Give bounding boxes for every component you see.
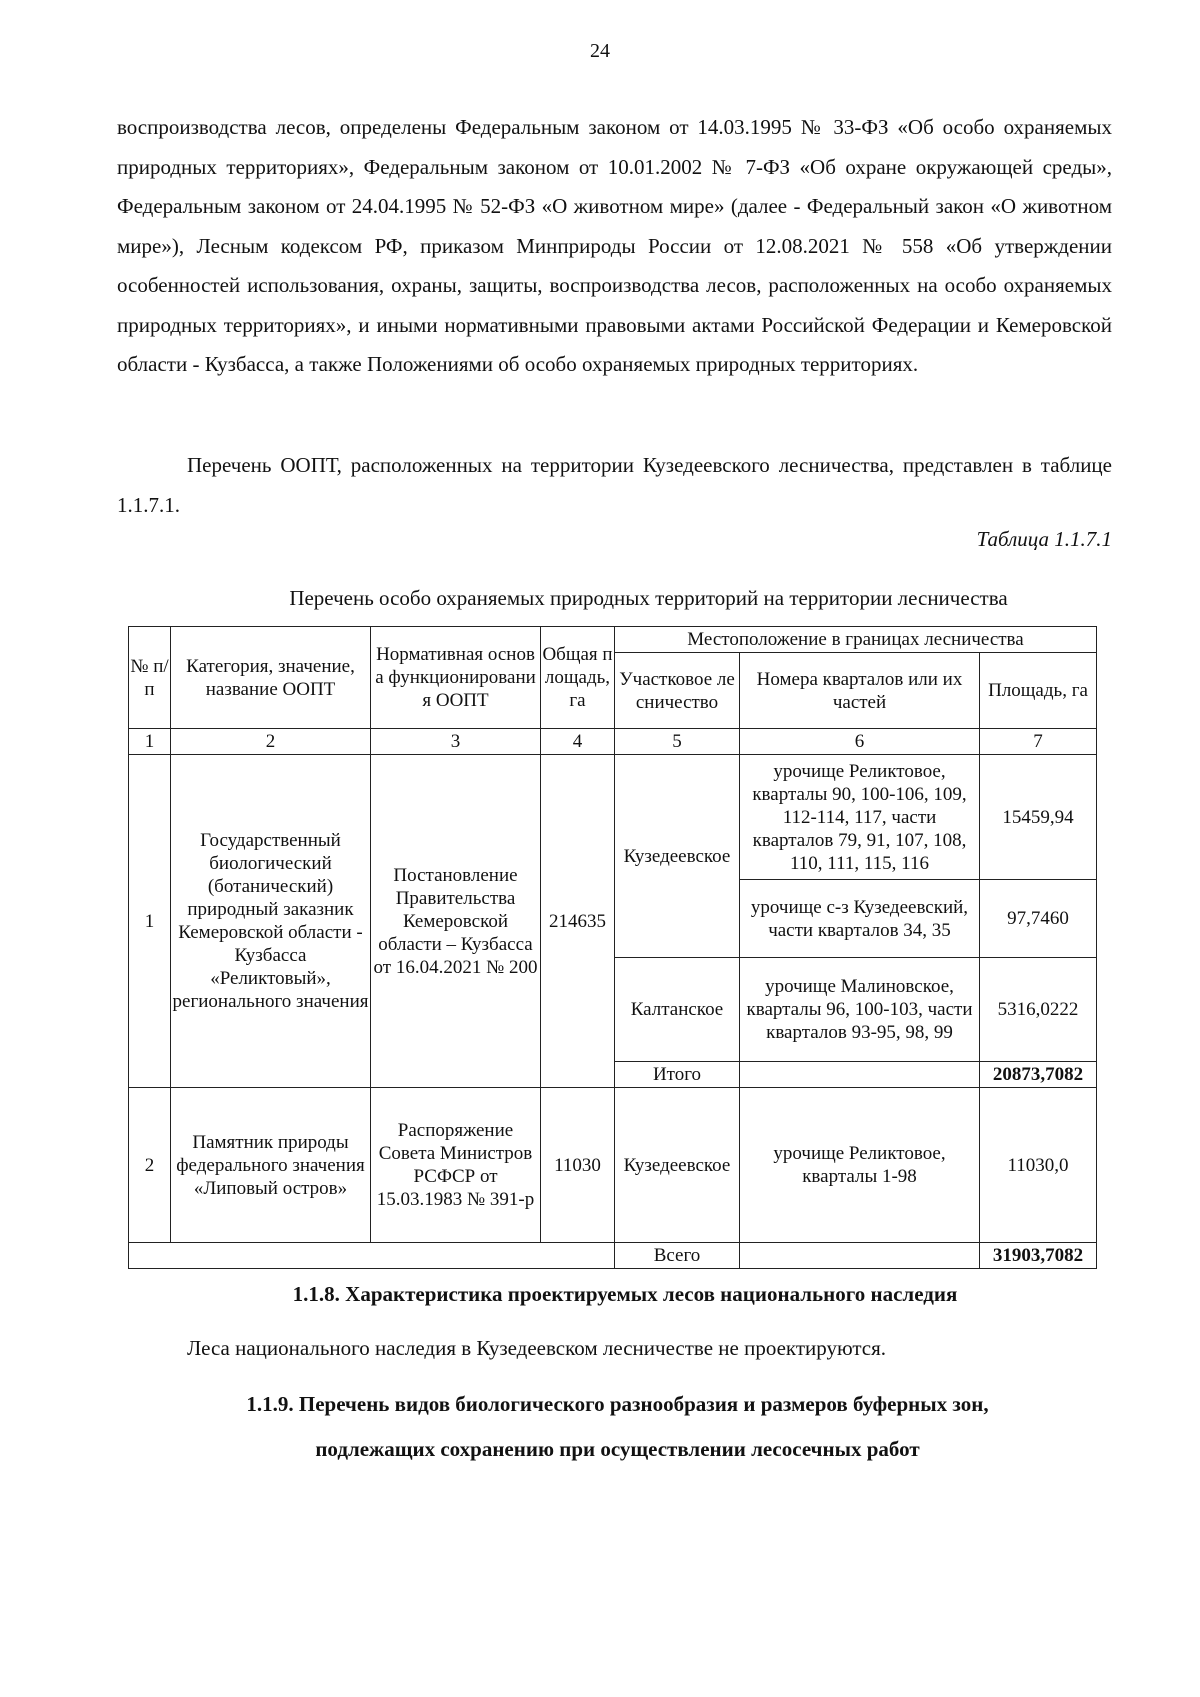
section-heading-1-1-9-continued: подлежащих сохранению при осуществлении лесосечных работ — [315, 1437, 920, 1461]
column-number-row — [129, 729, 1097, 755]
paragraph-continuation: воспроизводства лесов, определены Федеральным законом от 14.03.1995 № 33-ФЗ «Об особо охраняемых природных территориях», Федеральным законом от 10.01.2002 № 7-ФЗ «Об охране окружающей среды», Федеральным законом от 24.04.1995 № 52-ФЗ «О животном мире» (далее - Федеральный закон «О животном мире»), Лесным кодексом РФ, приказом Минприроды России от 12.08.2021 № 558 «Об утверждении особенностей использования, охраны, защиты, воспроизводства лесов, расположенных на особо охраняемых природных территориях», и иными нормативными правовыми актами Российской Федерации и Кемеровской области - Кузбасса, а также Положениями об особо охраняемых природных территориях. — [117, 115, 1112, 376]
table-row — [129, 1088, 1097, 1243]
row1-area-a1: 15459,94 — [980, 755, 1097, 880]
row2-quarters: урочище Реликтовое, кварталы 1-98 — [740, 1088, 980, 1243]
row2-total-area: 11030 — [541, 1088, 615, 1243]
row1-basis: Постановление Правительства Кемеровской области – Кузбасса от 16.04.2021 № 200 — [371, 755, 541, 1088]
row1-district-b: Калтанское — [615, 958, 740, 1062]
row1-subtotal-value: 20873,7082 — [980, 1062, 1097, 1088]
row2-area: 11030,0 — [980, 1088, 1097, 1243]
column-number: 6 — [740, 729, 980, 755]
row1-quarters-a2: урочище с-з Кузедеевский, части кварталов 34, 35 — [740, 880, 980, 958]
column-number: 3 — [371, 729, 541, 755]
column-number: 1 — [129, 729, 171, 755]
paragraph-table-intro: Перечень ООПТ, расположенных на территории Кузедеевского лесничества, представлен в таблице 1.1.7.1. — [117, 453, 1112, 517]
row1-district-a: Кузедеевское — [615, 755, 740, 958]
total-label: Всего — [615, 1243, 740, 1269]
row1-area-b: 5316,0222 — [980, 958, 1097, 1062]
row1-subtotal-label: Итого — [615, 1062, 740, 1088]
row1-area-a2: 97,7460 — [980, 880, 1097, 958]
row1-subtotal-empty — [740, 1062, 980, 1088]
row1-quarters-a1: урочище Реликтовое, кварталы 90, 100-106, 109, 112-114, 117, части кварталов 79, 91, 107, 108, 110, 111, 115, 116 — [740, 755, 980, 880]
table-label: Таблица 1.1.7.1 — [976, 527, 1112, 551]
row2-category: Памятник природы федерального значения «Липовый остров» — [171, 1088, 371, 1243]
header-district: Участковое лесничество — [615, 653, 740, 729]
header-area: Площадь, га — [980, 653, 1097, 729]
total-value: 31903,7082 — [980, 1243, 1097, 1269]
header-basis: Нормативная основа функционирования ООПТ — [371, 627, 541, 729]
table-caption: Перечень особо охраняемых природных территорий на территории лесничества — [289, 586, 1008, 610]
row1-total-area: 214635 — [541, 755, 615, 1088]
column-number: 2 — [171, 729, 371, 755]
row1-num: 1 — [129, 755, 171, 1088]
header-quarters: Номера кварталов или их частей — [740, 653, 980, 729]
section-heading-1-1-9: 1.1.9. Перечень видов биологического разнообразия и размеров буферных зон, — [246, 1392, 989, 1416]
header-location: Местоположение в границах лесничества — [615, 627, 1097, 653]
row2-basis: Распоряжение Совета Министров РСФСР от 15.03.1983 № 391-р — [371, 1088, 541, 1243]
section-heading-1-1-8: 1.1.8. Характеристика проектируемых лесов национального наследия — [292, 1282, 958, 1306]
row2-num: 2 — [129, 1088, 171, 1243]
oopt-table — [128, 626, 1097, 1269]
column-number: 4 — [541, 729, 615, 755]
header-total-area: Общая площадь, га — [541, 627, 615, 729]
total-empty-quarters — [740, 1243, 980, 1269]
page-number: 24 — [590, 40, 610, 62]
total-row — [129, 1243, 1097, 1269]
header-category: Категория, значение, название ООПТ — [171, 627, 371, 729]
table-row — [129, 755, 1097, 880]
total-empty — [129, 1243, 615, 1269]
header-num: № п/п — [129, 627, 171, 729]
column-number: 7 — [980, 729, 1097, 755]
row2-district: Кузедеевское — [615, 1088, 740, 1243]
row1-quarters-b: урочище Малиновское, кварталы 96, 100-103, части кварталов 93-95, 98, 99 — [740, 958, 980, 1062]
row1-category: Государственный биологический (ботанический) природный заказник Кемеровской области - Кузбасса «Реликтовый», регионального значения — [171, 755, 371, 1088]
paragraph-national-heritage: Леса национального наследия в Кузедеевском лесничестве не проектируются. — [187, 1336, 887, 1360]
column-number: 5 — [615, 729, 740, 755]
